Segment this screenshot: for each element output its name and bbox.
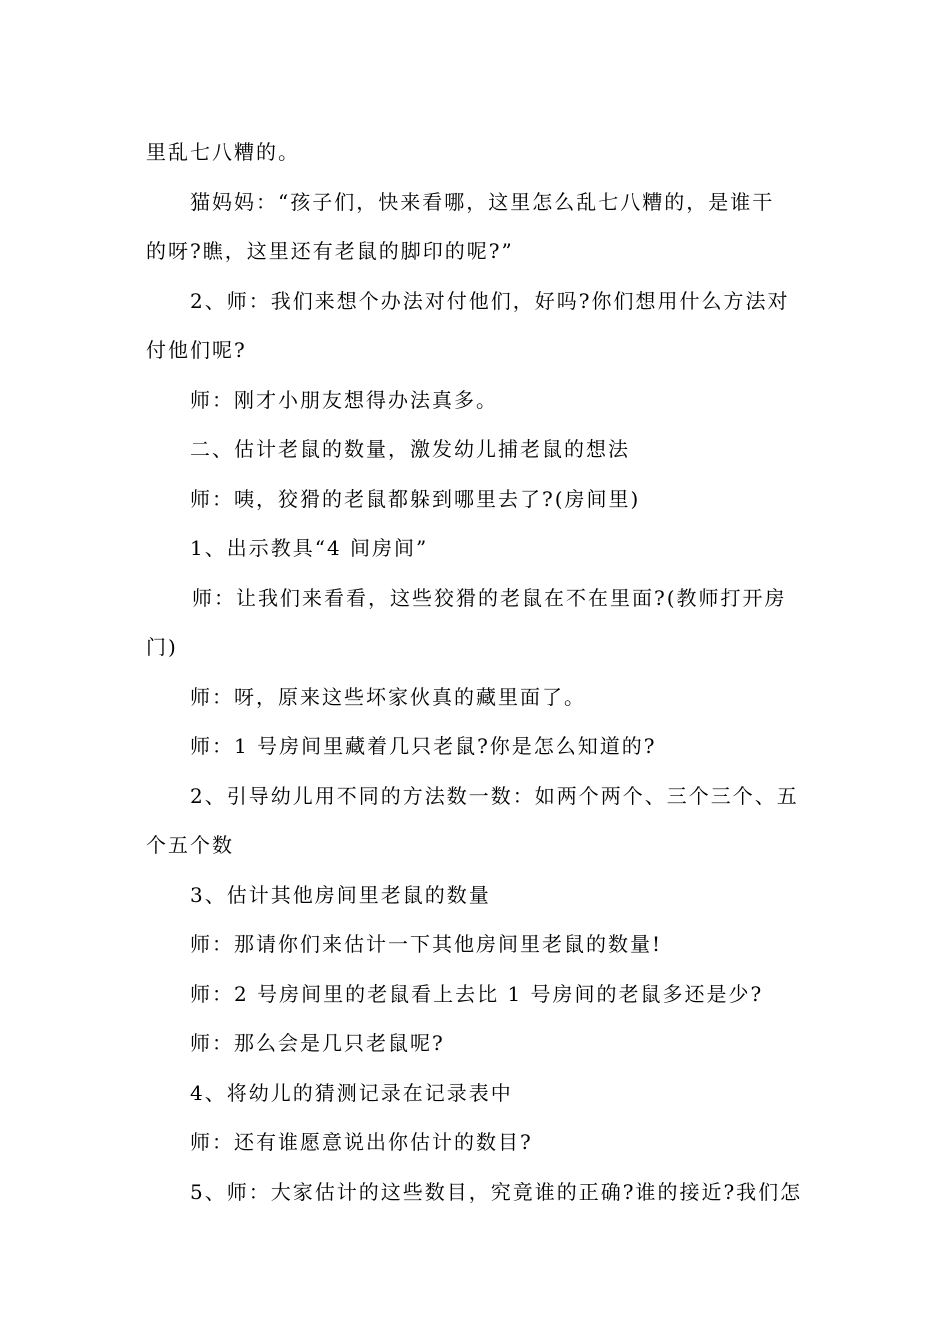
text-line: 2、师：我们来想个办法对付他们，好吗?你们想用什么方法对	[190, 288, 790, 313]
text-line: 师：呀，原来这些坏家伙真的藏里面了。	[190, 684, 586, 709]
text-line: 4、将幼儿的猜测记录在记录表中	[190, 1080, 513, 1105]
section-heading: 二、估计老鼠的数量，激发幼儿捕老鼠的想法	[190, 437, 630, 461]
text-line: 付他们呢?	[146, 338, 247, 362]
text-line: 5、师：大家估计的这些数目，究竟谁的正确?谁的接近?我们怎	[190, 1179, 803, 1204]
text-line: 师：1 号房间里藏着几只老鼠?你是怎么知道的?	[190, 734, 657, 758]
document-body	[146, 128, 808, 1217]
text-line: 师：还有谁愿意说出你估计的数目?	[190, 1130, 533, 1154]
text-line: 师：咦，狡猾的老鼠都躲到哪里去了?(房间里)	[190, 486, 641, 511]
text-line: 的呀?瞧，这里还有老鼠的脚印的呢?”	[146, 239, 514, 263]
text-line: 师：让我们来看看，这些狡猾的老鼠在不在里面?(教师打开房	[192, 585, 787, 610]
text-line: 个五个数	[146, 833, 234, 857]
text-line: 师：那请你们来估计一下其他房间里老鼠的数量!	[190, 932, 663, 956]
text-line: 里乱七八糟的。	[146, 140, 300, 164]
text-line: 3、估计其他房间里老鼠的数量	[190, 882, 491, 907]
text-line: 师：刚才小朋友想得办法真多。	[190, 387, 498, 412]
text-line: 猫妈妈：“孩子们，快来看哪，这里怎么乱七八糟的，是谁干	[190, 189, 775, 214]
text-line: 1、出示教具“4 间房间”	[190, 536, 429, 560]
text-line: 2、引导幼儿用不同的方法数一数：如两个两个、三个三个、五	[190, 783, 799, 808]
text-line: 师：2 号房间里的老鼠看上去比 1 号房间的老鼠多还是少?	[190, 981, 764, 1006]
text-line: 师：那么会是几只老鼠呢?	[190, 1031, 445, 1055]
text-line: 门)	[146, 635, 178, 659]
